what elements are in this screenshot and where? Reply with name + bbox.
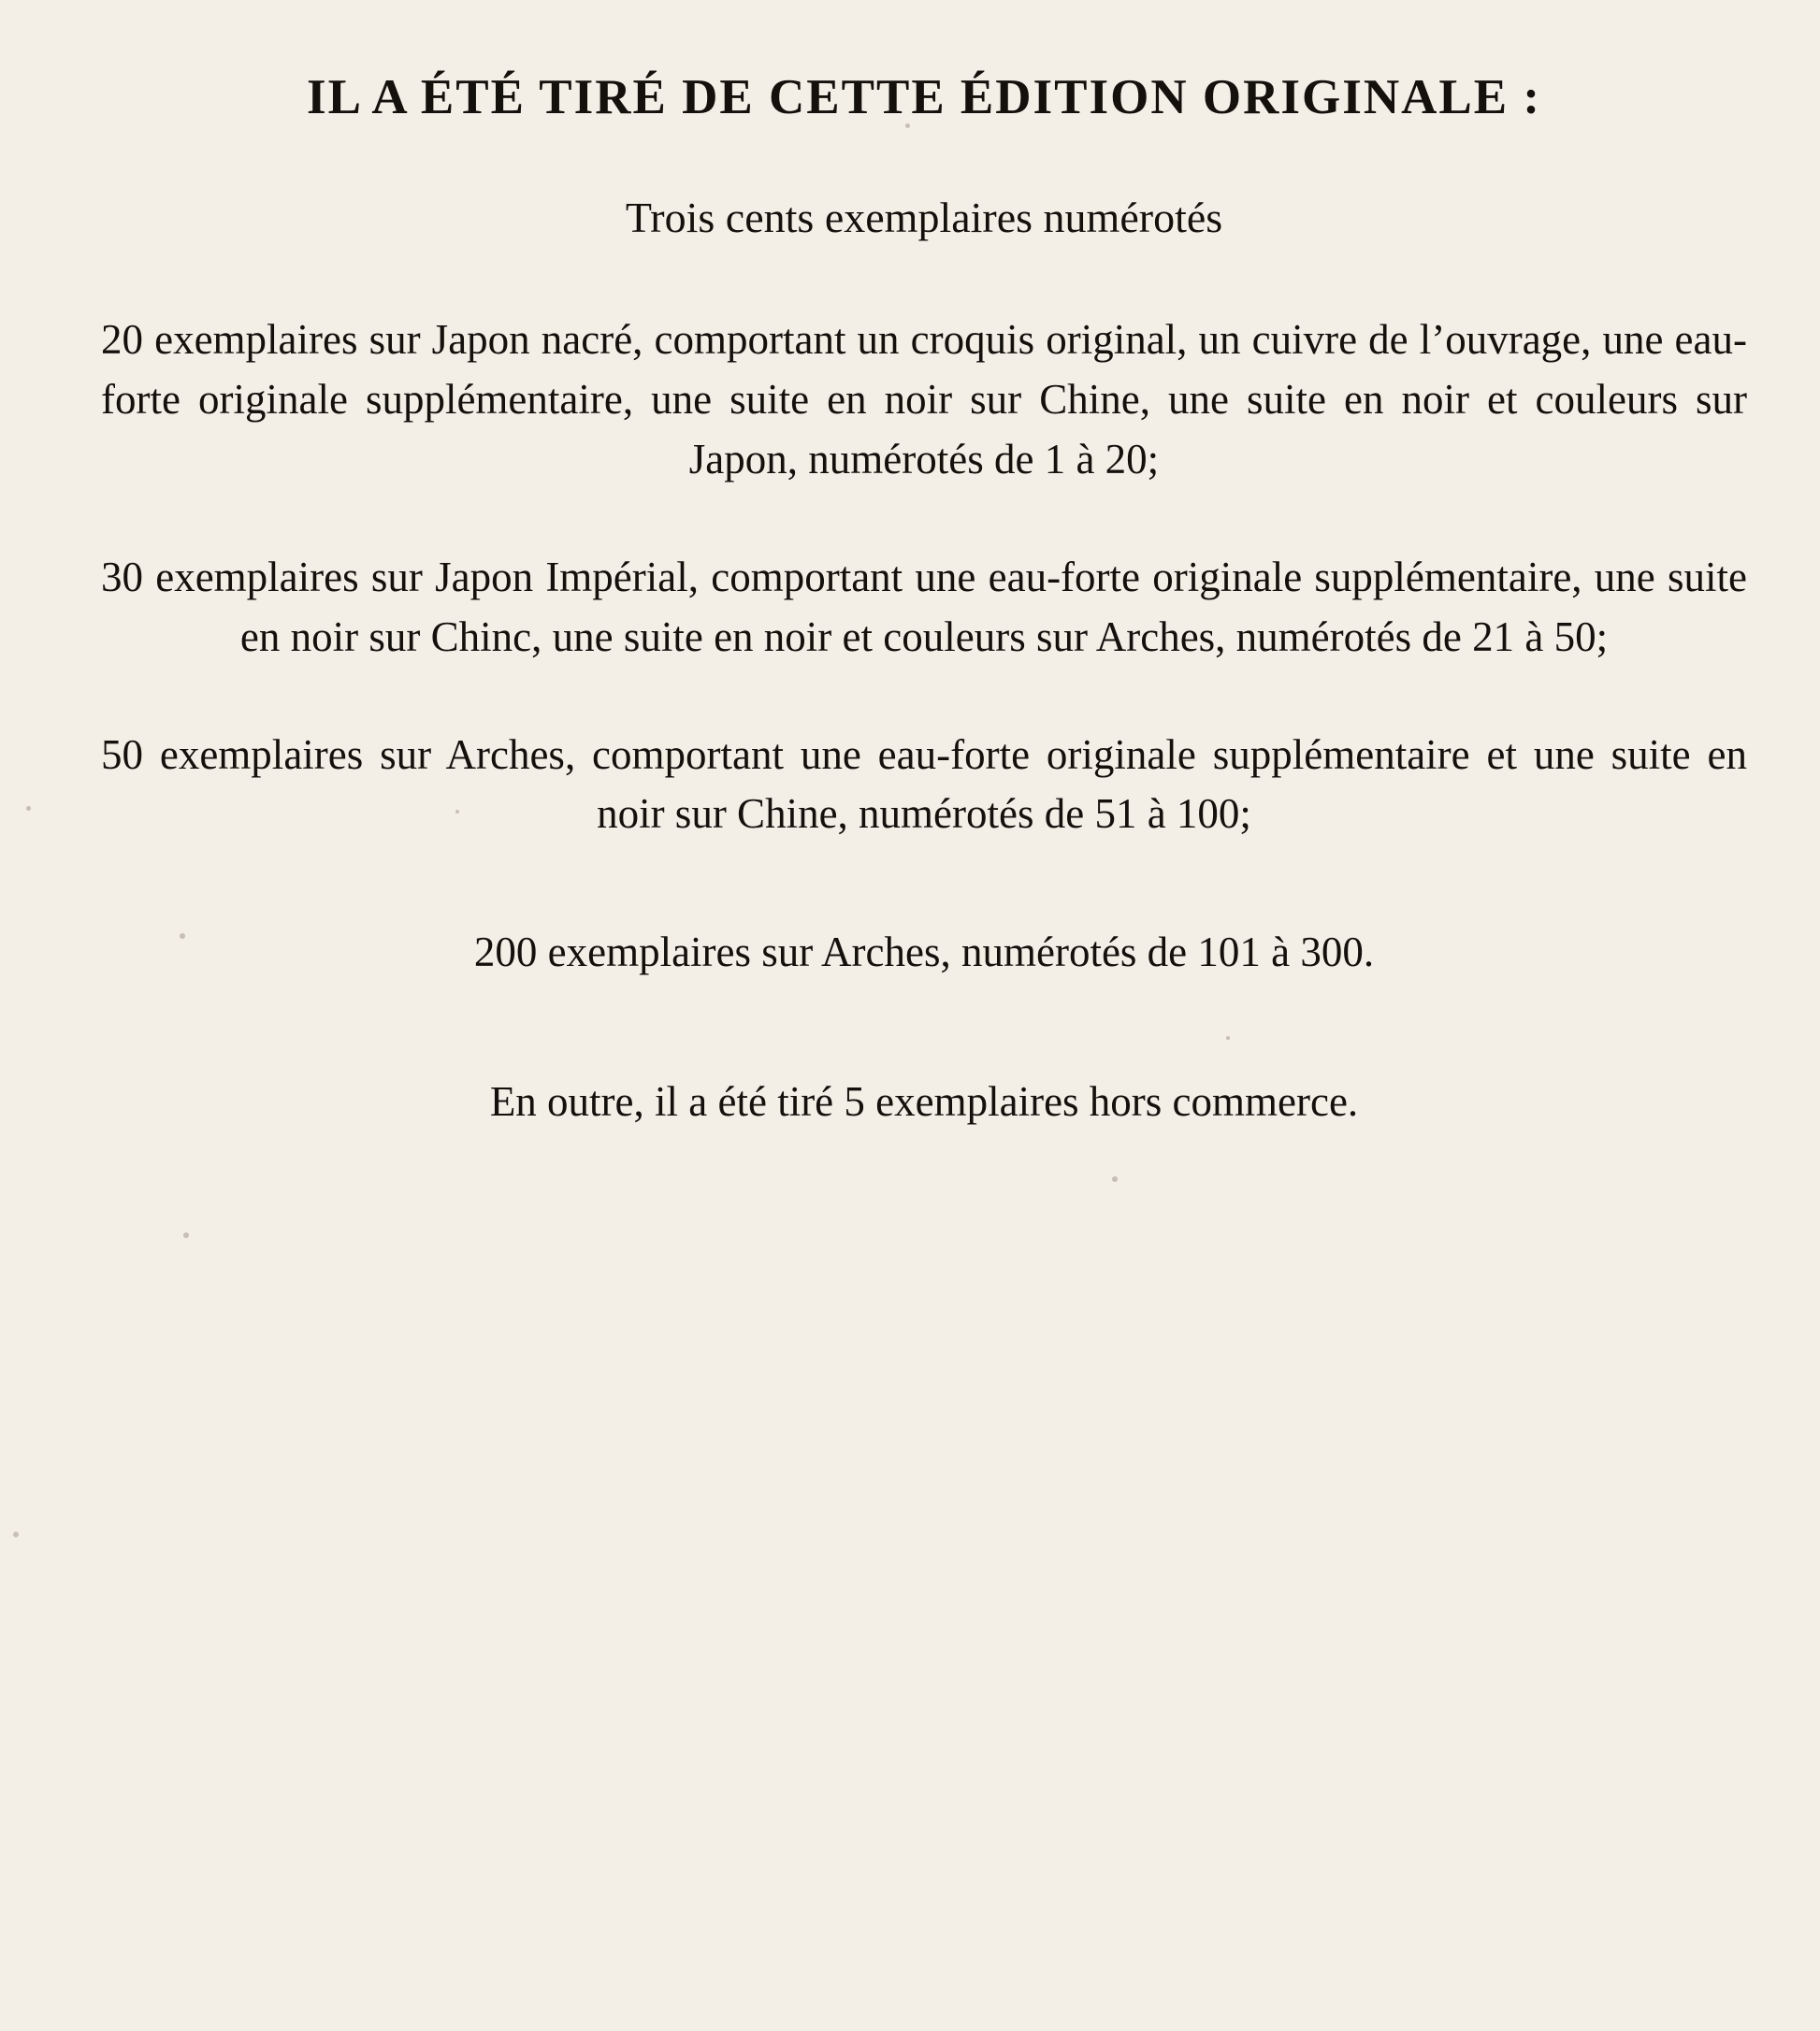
edition-paragraph-hors-commerce: En outre, il a été tiré 5 exemplaires hors commerce. bbox=[489, 1078, 1359, 1126]
subtitle: Trois cents exemplaires numérotés bbox=[625, 193, 1223, 241]
paper-speck bbox=[183, 1232, 189, 1238]
edition-paragraph-arches-200: 200 exemplaires sur Arches, numérotés de 101 à 300. bbox=[473, 929, 1375, 976]
paper-speck bbox=[1112, 1176, 1118, 1182]
edition-paragraph-japon-imperial: 30 exemplaires sur Japon Impérial, comportant une eau-forte originale supplémentaire, une suite en noir sur Chinc, une suite en noir et couleurs sur Arches, numérotés de 21 à 50; bbox=[101, 553, 1747, 660]
edition-paragraph-arches-50: 50 exemplaires sur Arches, comportant une eau-forte originale supplémentaire et une suite en noir sur Chine, numérotés de 51 à 100; bbox=[101, 730, 1747, 838]
text-block bbox=[101, 52, 1747, 1174]
edition-paragraph-japon-nacre: 20 exemplaires sur Japon nacré, comportant un croquis original, un cuivre de l’ouvrage, une eau-forte originale supplémentaire, une suite en noir sur Chine, une suite en noir et couleurs sur Japon, numérotés de 1 à 20; bbox=[101, 316, 1747, 483]
paper-speck bbox=[13, 1532, 19, 1537]
paper-speck bbox=[26, 806, 31, 811]
page-title: IL A ÉTÉ TIRÉ DE CETTE ÉDITION ORIGINALE : bbox=[306, 70, 1542, 124]
